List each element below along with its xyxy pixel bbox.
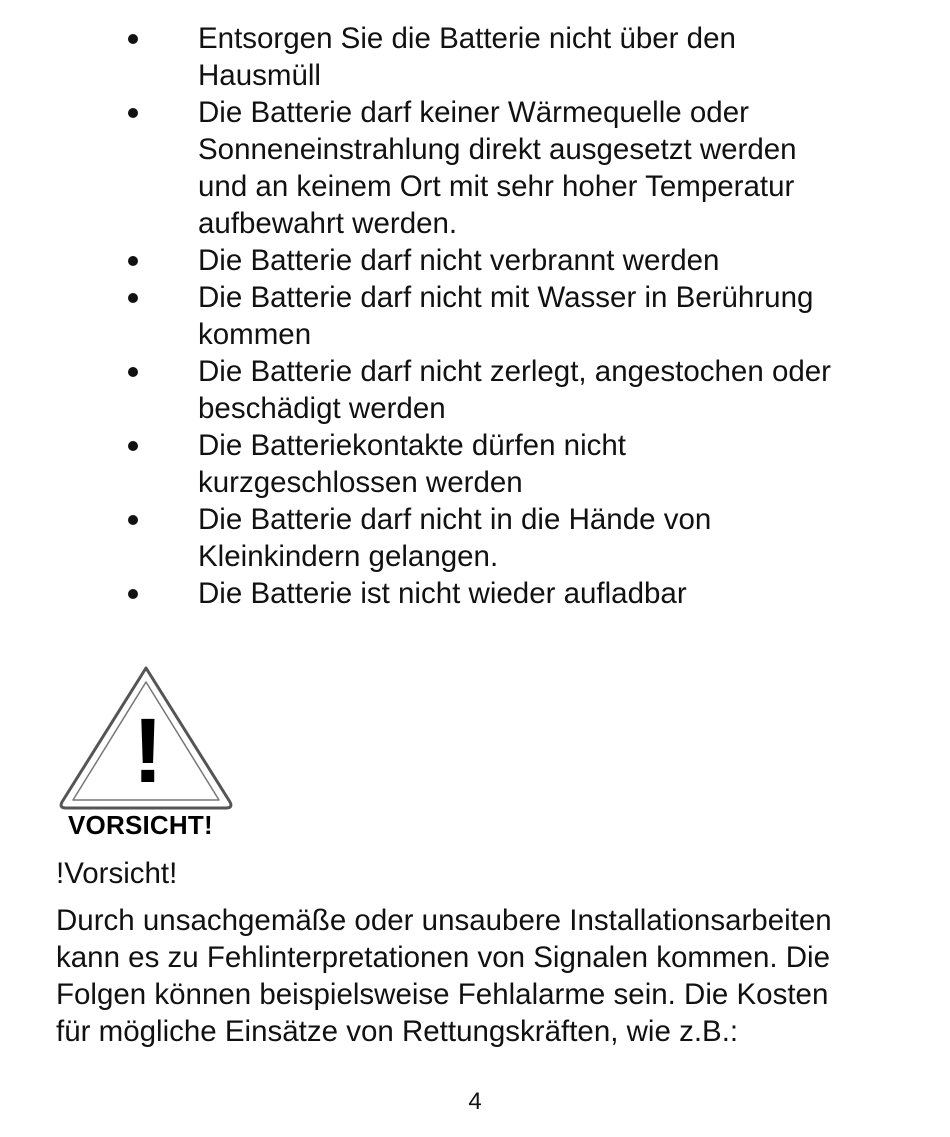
bullet-icon bbox=[128, 441, 138, 451]
warning-sign bbox=[56, 662, 236, 840]
list-item-text: Die Batterie darf nicht verbrannt werden bbox=[198, 244, 720, 277]
bullet-icon bbox=[128, 367, 138, 377]
bullet-icon bbox=[128, 34, 138, 44]
list-item-text: Die Batterie ist nicht wieder aufladbar bbox=[198, 577, 687, 610]
warning-triangle-icon bbox=[56, 662, 236, 812]
body-paragraph: Durch unsachgemäße oder unsaubere Installationsarbeiten kann es zu Fehlinterpretationen von Signalen kommen. Die Folgen können beispielsweise Fehlalarme sein. Die Kosten für mögliche Einsätze von Rettungskräften, wie z.B.: bbox=[56, 904, 832, 1048]
list-item-text: Die Batterie darf nicht zerlegt, angestochen oder beschädigt werden bbox=[198, 355, 831, 425]
caution-caption: !Vorsicht! bbox=[56, 857, 178, 890]
list-item bbox=[0, 279, 950, 353]
list-item bbox=[0, 242, 950, 279]
bullet-icon bbox=[128, 256, 138, 266]
list-item bbox=[0, 501, 950, 575]
exclamation-glyph: ! bbox=[132, 700, 164, 802]
list-item-text: Die Batterie darf keiner Wärmequelle oder Sonneneinstrahlung direkt ausgesetzt werden und an keinem Ort mit sehr hoher Temperatur aufbewahrt werden. bbox=[198, 96, 797, 240]
warning-label: VORSICHT! bbox=[68, 810, 213, 840]
list-item-text: Die Batteriekontakte dürfen nicht kurzgeschlossen werden bbox=[198, 429, 626, 499]
list-item bbox=[0, 575, 950, 612]
list-item bbox=[0, 427, 950, 501]
bullet-icon bbox=[128, 589, 138, 599]
bullet-icon bbox=[128, 515, 138, 525]
list-item-text: Die Batterie darf nicht mit Wasser in Berührung kommen bbox=[198, 281, 814, 351]
battery-safety-list bbox=[0, 20, 950, 612]
list-item bbox=[0, 94, 950, 242]
list-item bbox=[0, 353, 950, 427]
bullet-icon bbox=[128, 293, 138, 303]
list-item bbox=[0, 20, 950, 94]
list-item-text: Entsorgen Sie die Batterie nicht über den Hausmüll bbox=[198, 22, 736, 92]
page-number: 4 bbox=[468, 1088, 482, 1115]
bullet-icon bbox=[128, 108, 138, 118]
list-item-text: Die Batterie darf nicht in die Hände von Kleinkindern gelangen. bbox=[198, 503, 712, 573]
